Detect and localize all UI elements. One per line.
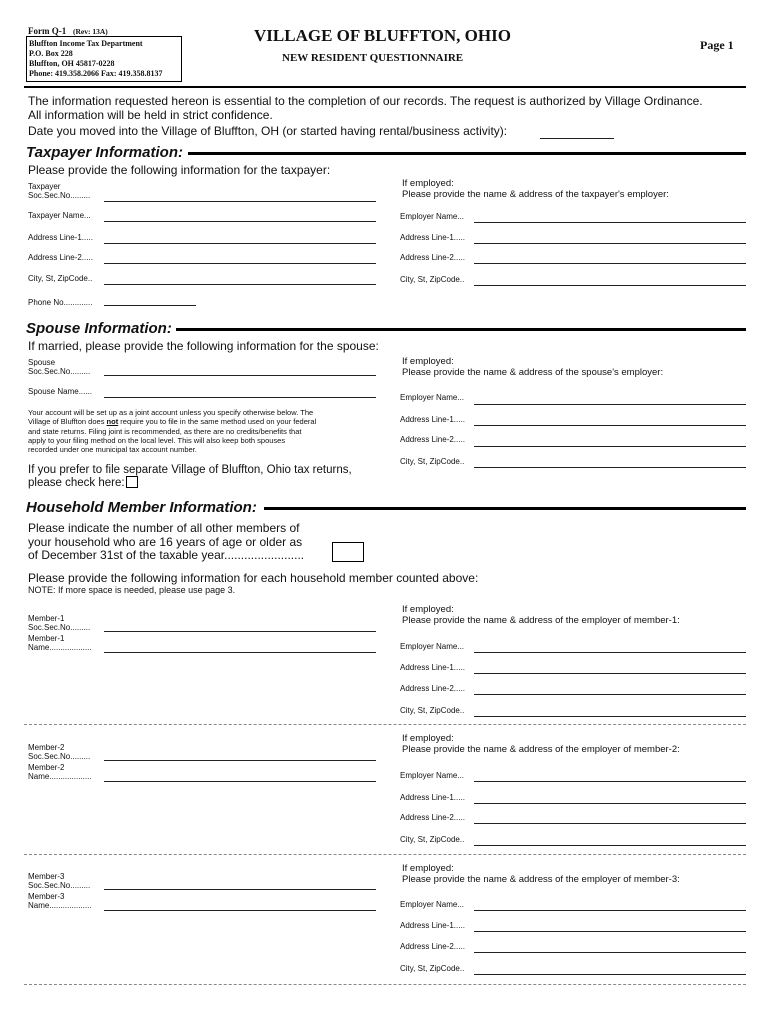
spouse-name-label: Spouse Name...... <box>28 387 93 396</box>
household-provide-text: Please provide the following information for each household member counted above: <box>28 571 479 585</box>
member1-city-label: City, St, ZipCode.. <box>400 706 465 715</box>
spouse-heading: Spouse Information: <box>26 320 172 337</box>
taxpayer-heading: Taxpayer Information: <box>26 144 183 161</box>
taxpayer-emp-city-label: City, St, ZipCode.. <box>400 275 465 284</box>
taxpayer-city-label: City, St, ZipCode.. <box>28 274 93 283</box>
member1-emp-name-field[interactable] <box>474 652 746 653</box>
date-moved-field[interactable] <box>540 138 614 139</box>
member2-addr2-field[interactable] <box>474 823 746 824</box>
member2-addr2-label: Address Line-2..... <box>400 813 465 822</box>
taxpayer-addr1-label: Address Line-1..... <box>28 233 93 242</box>
address-line: Bluffton Income Tax Department <box>29 39 143 48</box>
household-count-text: Please indicate the number of all other members of your household who are 16 years of age or older as of December 31st of the taxable year........................ <box>28 521 305 562</box>
spouse-instruction: If married, please provide the following information for the spouse: <box>28 339 379 353</box>
spouse-emp-name-label: Employer Name... <box>400 393 465 402</box>
intro-line-1: The information requested hereon is essential to the completion of our records. The request is authorized by Village Ordinance. <box>28 94 703 108</box>
taxpayer-phone-field[interactable] <box>104 305 196 306</box>
member1-employed-label: If employed: Please provide the name & address of the employer of member-1: <box>402 604 680 626</box>
header-rule <box>24 86 746 88</box>
member3-name-label: Member-3 Name................... <box>28 892 92 910</box>
member3-city-label: City, St, ZipCode.. <box>400 964 465 973</box>
member2-name-label: Member-2 Name................... <box>28 763 92 781</box>
taxpayer-name-field[interactable] <box>104 221 376 222</box>
member1-addr2-field[interactable] <box>474 694 746 695</box>
taxpayer-employed-label: If employed: Please provide the name & address of the taxpayer's employer: <box>402 178 669 200</box>
member1-city-field[interactable] <box>474 716 746 717</box>
member2-ssn-label: Member-2 Soc.Sec.No......... <box>28 743 91 761</box>
spouse-emp-addr1-label: Address Line-1..... <box>400 415 465 424</box>
address-line: Phone: 419.358.2066 Fax: 419.358.8137 <box>29 69 163 78</box>
spouse-heading-rule <box>176 328 746 331</box>
taxpayer-ssn-label: Taxpayer Soc.Sec.No......... <box>28 182 91 200</box>
member1-emp-name-label: Employer Name... <box>400 642 465 651</box>
spouse-emp-addr2-field[interactable] <box>474 446 746 447</box>
joint-account-notice: Your account will be set up as a joint account unless you specify otherwise below. The Village of Bluffton does not require you to file in the same method used on your federal and state returns. Filing joint is recommended, as there are no credits/benefits that apply to your filing method on the local level. This will also keep both spouses recorded under one municipal tax account number. <box>28 408 317 455</box>
spouse-emp-city-label: City, St, ZipCode.. <box>400 457 465 466</box>
member3-city-field[interactable] <box>474 974 746 975</box>
spouse-emp-addr2-label: Address Line-2..... <box>400 435 465 444</box>
member2-ssn-field[interactable] <box>104 760 376 761</box>
address-line: P.O. Box 228 <box>29 49 73 58</box>
member1-name-label: Member-1 Name................... <box>28 634 92 652</box>
member2-city-label: City, St, ZipCode.. <box>400 835 465 844</box>
member1-ssn-field[interactable] <box>104 631 376 632</box>
spouse-emp-name-field[interactable] <box>474 404 746 405</box>
household-heading: Household Member Information: <box>26 499 257 516</box>
form-revision: (Rev: 13A) <box>73 27 108 36</box>
taxpayer-emp-name-field[interactable] <box>474 222 746 223</box>
address-line: Bluffton, OH 45817-0228 <box>29 59 115 68</box>
separate-returns-text: If you prefer to file separate Village of Bluffton, Ohio tax returns, please check here: <box>28 464 352 489</box>
taxpayer-emp-city-field[interactable] <box>474 285 746 286</box>
member3-name-field[interactable] <box>104 910 376 911</box>
taxpayer-addr2-label: Address Line-2..... <box>28 253 93 262</box>
member2-name-field[interactable] <box>104 781 376 782</box>
member3-addr2-field[interactable] <box>474 952 746 953</box>
member1-ssn-label: Member-1 Soc.Sec.No......... <box>28 614 91 632</box>
member2-employed-label: If employed: Please provide the name & address of the employer of member-2: <box>402 733 680 755</box>
member2-emp-name-field[interactable] <box>474 781 746 782</box>
taxpayer-addr1-field[interactable] <box>104 243 376 244</box>
household-heading-rule <box>264 507 746 510</box>
page-title: VILLAGE OF BLUFFTON, OHIO <box>254 26 511 45</box>
taxpayer-emp-name-label: Employer Name... <box>400 212 465 221</box>
spouse-ssn-field[interactable] <box>104 375 376 376</box>
member3-addr1-field[interactable] <box>474 931 746 932</box>
member2-emp-name-label: Employer Name... <box>400 771 465 780</box>
taxpayer-phone-label: Phone No............. <box>28 298 93 307</box>
spouse-emp-city-field[interactable] <box>474 467 746 468</box>
form-number: Form Q-1 <box>28 26 67 36</box>
taxpayer-emp-addr1-label: Address Line-1..... <box>400 233 465 242</box>
taxpayer-addr2-field[interactable] <box>104 263 376 264</box>
member-divider <box>24 984 746 985</box>
member1-addr1-label: Address Line-1..... <box>400 663 465 672</box>
member2-addr1-label: Address Line-1..... <box>400 793 465 802</box>
household-count-box[interactable] <box>332 542 364 562</box>
member1-name-field[interactable] <box>104 652 376 653</box>
member3-ssn-label: Member-3 Soc.Sec.No......... <box>28 872 91 890</box>
separate-returns-checkbox[interactable] <box>126 476 138 488</box>
member3-emp-name-field[interactable] <box>474 910 746 911</box>
department-address-box <box>26 36 182 82</box>
member-divider <box>24 854 746 855</box>
form-id <box>28 26 108 36</box>
date-moved-label: Date you moved into the Village of Bluffton, OH (or started having rental/business activity): <box>28 124 508 138</box>
member3-emp-name-label: Employer Name... <box>400 900 465 909</box>
household-note: NOTE: If more space is needed, please use page 3. <box>28 585 236 595</box>
member2-city-field[interactable] <box>474 845 746 846</box>
page-subtitle: NEW RESIDENT QUESTIONNAIRE <box>282 52 464 64</box>
taxpayer-emp-addr2-label: Address Line-2..... <box>400 253 465 262</box>
spouse-emp-addr1-field[interactable] <box>474 425 746 426</box>
spouse-name-field[interactable] <box>104 397 376 398</box>
member1-addr2-label: Address Line-2..... <box>400 684 465 693</box>
intro-line-2: All information will be held in strict confidence. <box>28 108 273 122</box>
spouse-ssn-label: Spouse Soc.Sec.No......... <box>28 358 91 376</box>
member3-ssn-field[interactable] <box>104 889 376 890</box>
taxpayer-name-label: Taxpayer Name... <box>28 211 91 220</box>
member3-employed-label: If employed: Please provide the name & address of the employer of member-3: <box>402 863 680 885</box>
page-number: Page 1 <box>700 38 734 52</box>
taxpayer-instruction: Please provide the following information for the taxpayer: <box>28 163 331 177</box>
taxpayer-emp-addr2-field[interactable] <box>474 263 746 264</box>
member1-addr1-field[interactable] <box>474 673 746 674</box>
member2-addr1-field[interactable] <box>474 803 746 804</box>
taxpayer-heading-rule <box>188 152 746 155</box>
taxpayer-emp-addr1-field[interactable] <box>474 243 746 244</box>
taxpayer-city-field[interactable] <box>104 284 376 285</box>
member-divider <box>24 724 746 725</box>
taxpayer-ssn-field[interactable] <box>104 201 376 202</box>
spouse-employed-label: If employed: Please provide the name & address of the spouse's employer: <box>402 356 664 378</box>
member3-addr2-label: Address Line-2..... <box>400 942 465 951</box>
member3-addr1-label: Address Line-1..... <box>400 921 465 930</box>
